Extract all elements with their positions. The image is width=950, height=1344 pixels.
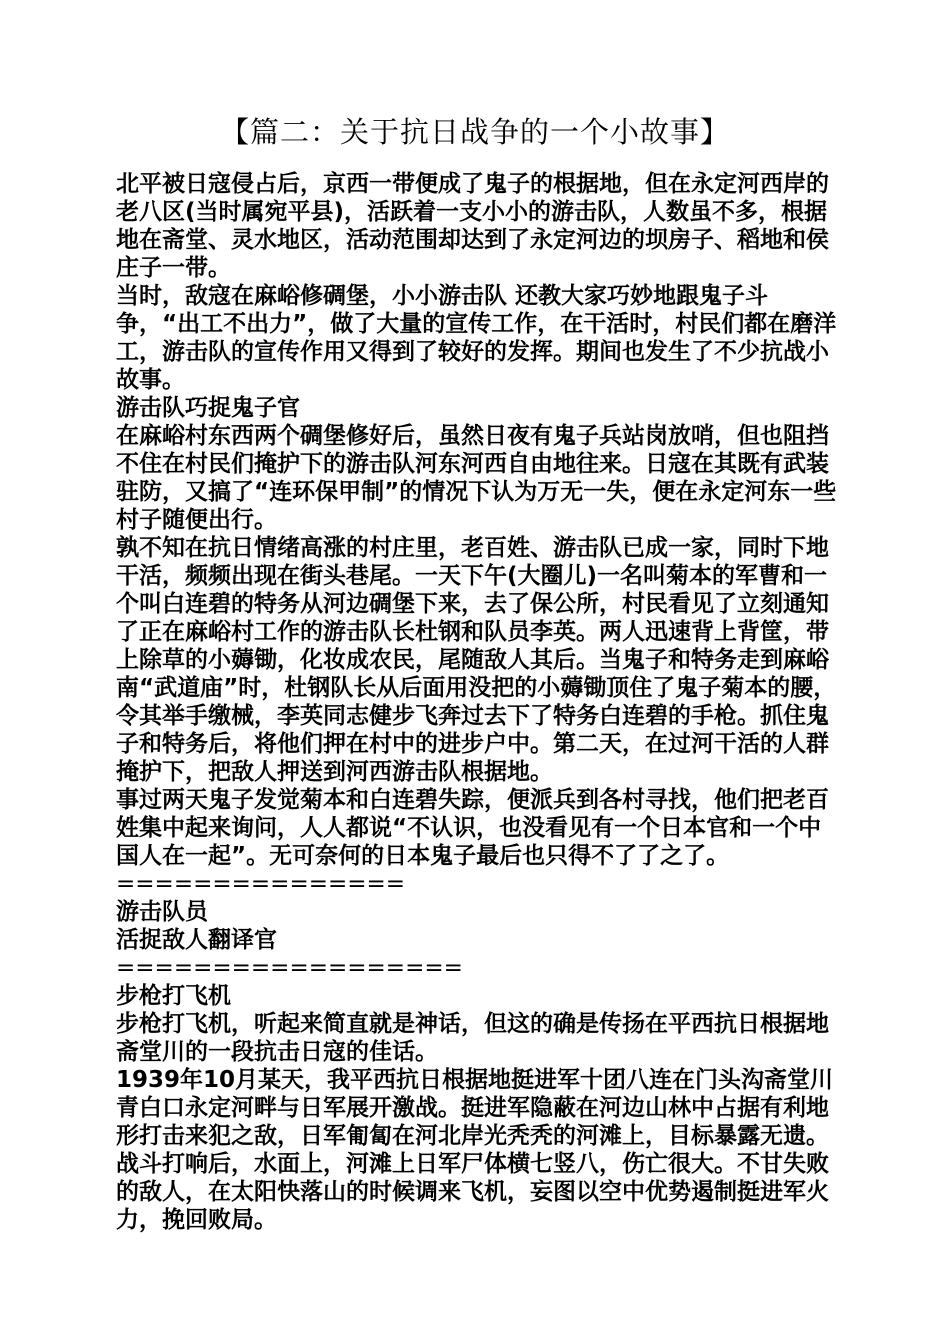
document-body — [116, 170, 838, 1234]
section-heading-translator: 活捉敌人翻译官 — [116, 927, 277, 953]
paragraph-rifle-intro: 步枪打飞机，听起来简直就是神话，但这的确是传扬在平西抗日根据地斋堂川的一段抗击日寇的佳话。 — [116, 1011, 829, 1065]
paragraph-battle: 1939年10月某天，我平西抗日根据地挺进军十团八连在门头沟斋堂川青白口永定河畔与日军展开激战。挺进军隐蔽在河边山林中占据有利地形打击来犯之敌，日军匍匐在河北岸光秃秃的河滩上，目标暴露无遗。战斗打响后，水面上，河滩上日军尸体横七竖八，伤亡很大。不甘失败的敌人，在太阳快落山的时候调来飞机，妄图以空中优势遏制挺进军火力，挽回败局。 — [116, 1067, 834, 1233]
document-title: 【篇二：关于抗日战争的一个小故事】 — [219, 115, 730, 149]
paragraph-blockhouse: 在麻峪村东西两个碉堡修好后，虽然日夜有鬼子兵站岗放哨，但也阻挡不住在村民们掩护下的游击队河东河西自由地往来。日寇在其既有武装驻防，又搞了“连环保甲制”的情况下认为万无一失，便在永定河东一些村子随便出行。 — [116, 423, 837, 533]
section-heading-rifle-plane: 步枪打飞机 — [116, 983, 231, 1009]
paragraph-aftermath: 事过两天鬼子发觉菊本和白连碧失踪，便派兵到各村寻找，他们把老百姓集中起来询问，人人都说“不认识，也没看见有一个日本官和一个中国人在一起”。无可奈何的日本鬼子最后也只得不了了之了。 — [116, 787, 829, 869]
paragraph-capture-story: 孰不知在抗日情绪高涨的村庄里，老百姓、游击队已成一家，同时下地干活，频频出现在街头巷尾。一天下午(大圈儿)一名叫菊本的军曹和一个叫白连碧的特务从河边碉堡下来，去了保公所，村民看见了立刻通知了正在麻峪村工作的游击队长杜钢和队员李英。两人迅速背上背筐，带上除草的小薅锄，化妆成农民，尾随敌人其后。当鬼子和特务走到麻峪南“武道庙”时，杜钢队长从后面用没把的小薅锄顶住了鬼子菊本的腰，令其举手缴械，李英同志健步飞奔过去下了特务白连碧的手枪。抓住鬼子和特务后，将他们押在村中的进步户中。第二天，在过河干活的人群掩护下，把敌人押送到河西游击队根据地。 — [116, 535, 837, 785]
paragraph-intro: 北平被日寇侵占后，京西一带便成了鬼子的根据地，但在永定河西岸的老八区(当时属宛平县)，活跃着一支小小的游击队，人数虽不多，根据地在斋堂、灵水地区，活动范围却达到了永定河边的坝房子、稻地和侯庄子一带。 — [116, 171, 829, 281]
separator-line: =============== — [116, 871, 406, 897]
section-heading-capture-officer: 游击队巧捉鬼子官 — [116, 395, 300, 421]
paragraph-context: 当时，敌寇在麻峪修碉堡，小小游击队 还教大家巧妙地跟鬼子斗争，“出工不出力”，做了大量的宣传工作，在干活时，村民们都在磨洋工，游击队的宣传作用又得到了较好的发挥。期间也发生了不少抗战小故事。 — [116, 283, 837, 393]
separator-line: ================== — [116, 955, 463, 981]
section-heading-guerrilla: 游击队员 — [116, 899, 208, 925]
